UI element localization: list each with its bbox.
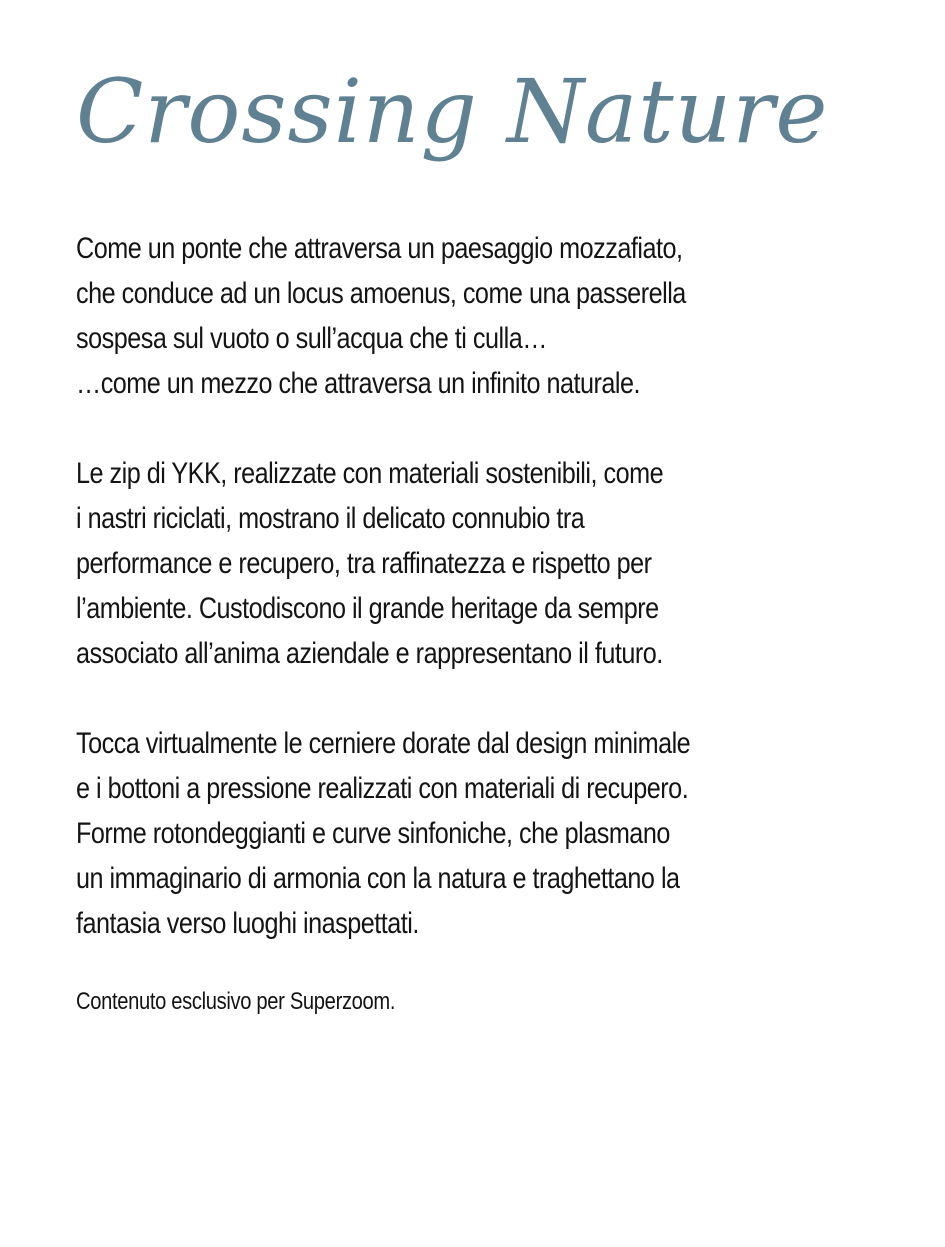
paragraph-text <box>76 451 748 676</box>
paragraph-line: performance e recupero, tra raffinatezza e rispetto per <box>76 547 652 580</box>
paragraph-line: Forme rotondeggianti e curve sinfoniche, che plasmano <box>76 817 670 850</box>
paragraph-line: i nastri riciclati, mostrano il delicato connubio tra <box>76 502 585 535</box>
intro-paragraph <box>76 226 876 406</box>
paragraph-line: fantasia verso luoghi inaspettati. <box>76 907 419 940</box>
paragraph-text <box>76 721 748 946</box>
paragraph-line: e i bottoni a pressione realizzati con materiali di recupero. <box>76 772 689 805</box>
paragraph-line: Come un ponte che attraversa un paesaggio mozzafiato, <box>76 232 683 265</box>
paragraph-line: sospesa sul vuoto o sull’acqua che ti culla… <box>76 322 547 355</box>
paragraph-line: che conduce ad un locus amoenus, come una passerella <box>76 277 686 310</box>
paragraph-line: …come un mezzo che attraversa un infinito naturale. <box>76 367 641 400</box>
page-title: Crossing Nature <box>76 60 829 163</box>
paragraph-line: l’ambiente. Custodiscono il grande heritage da sempre <box>76 592 659 625</box>
paragraph-line: associato all’anima aziendale e rappresentano il futuro. <box>76 637 663 670</box>
exclusive-content-note: Contenuto esclusivo per Superzoom. <box>76 988 396 1015</box>
touch-paragraph <box>76 721 876 946</box>
paragraph-text <box>76 226 748 406</box>
zip-paragraph <box>76 451 876 676</box>
paragraph-line: un immaginario di armonia con la natura e traghettano la <box>76 862 680 895</box>
paragraph-line: Tocca virtualmente le cerniere dorate dal design minimale <box>76 727 691 760</box>
paragraph-line: Le zip di YKK, realizzate con materiali sostenibili, come <box>76 457 664 490</box>
